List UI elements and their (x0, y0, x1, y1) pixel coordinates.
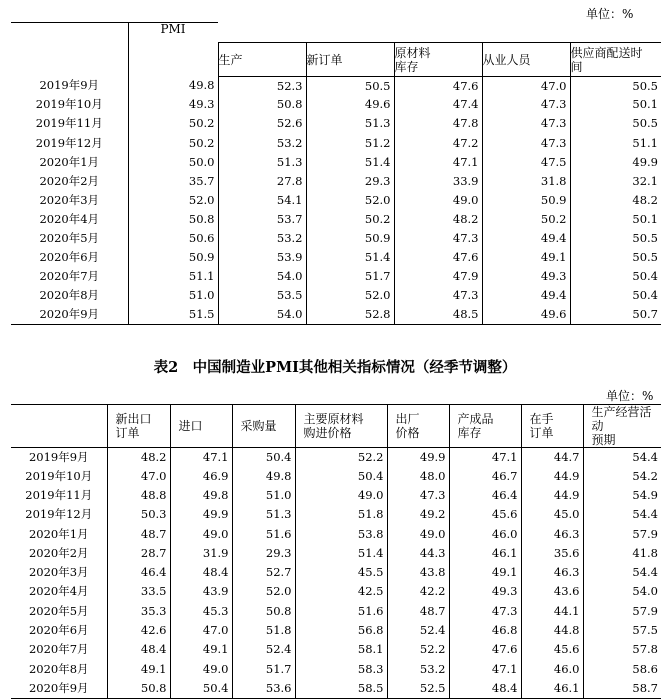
value-cell: 50.4 (170, 679, 232, 698)
value-cell: 47.3 (482, 134, 570, 153)
pmi-header: PMI (128, 23, 218, 77)
month-cell: 2020年4月 (39, 211, 100, 226)
table-row (11, 602, 661, 621)
month-cell: 2019年11月 (35, 116, 103, 131)
value-cell: 54.4 (583, 505, 661, 524)
value-cell: 47.6 (394, 77, 482, 96)
value-cell: 47.8 (394, 115, 482, 134)
value-cell: 49.0 (295, 486, 387, 505)
value-cell: 58.3 (295, 660, 387, 679)
value-cell: 51.5 (128, 306, 218, 325)
table-row (11, 229, 661, 248)
value-cell: 29.3 (306, 172, 394, 191)
value-cell: 45.5 (295, 563, 387, 582)
month-cell: 2020年9月 (11, 679, 107, 698)
table-row (11, 679, 661, 698)
value-cell: 49.8 (170, 486, 232, 505)
value-cell: 48.2 (394, 210, 482, 229)
value-cell: 48.4 (170, 563, 232, 582)
month-cell: 2020年7月 (39, 269, 100, 284)
value-cell: 49.0 (394, 191, 482, 210)
value-cell: 50.4 (295, 467, 387, 486)
value-cell: 47.3 (394, 287, 482, 306)
value-cell: 49.4 (482, 229, 570, 248)
value-cell: 47.1 (394, 153, 482, 172)
month-cell: 2020年2月 (39, 173, 100, 188)
month-cell: 2020年7月 (28, 642, 89, 657)
month-cell: 2020年2月 (28, 545, 89, 560)
value-cell: 49.9 (387, 448, 449, 467)
value-cell: 50.2 (128, 115, 218, 134)
value-cell: 50.4 (570, 267, 661, 286)
month-cell: 2020年6月 (39, 250, 100, 265)
value-cell: 58.1 (295, 640, 387, 659)
value-cell: 48.4 (449, 679, 521, 698)
value-cell: 44.3 (387, 544, 449, 563)
value-cell: 51.3 (218, 153, 306, 172)
table2-col-header: 新出口 订单 (107, 405, 170, 448)
value-cell: 48.2 (570, 191, 661, 210)
value-cell: 49.1 (449, 563, 521, 582)
value-cell: 50.4 (232, 448, 295, 467)
value-cell: 49.1 (482, 248, 570, 267)
month-cell: 2020年6月 (28, 623, 89, 638)
value-cell: 29.3 (232, 544, 295, 563)
value-cell: 44.1 (521, 602, 583, 621)
value-cell: 52.6 (218, 115, 306, 134)
value-cell: 51.6 (295, 602, 387, 621)
value-cell: 46.9 (170, 467, 232, 486)
table1-col-header: 生产 (218, 43, 306, 77)
value-cell: 50.5 (306, 77, 394, 96)
value-cell: 44.8 (521, 621, 583, 640)
table2-col-header: 出厂 价格 (387, 405, 449, 448)
value-cell: 48.7 (107, 525, 170, 544)
value-cell: 49.9 (570, 153, 661, 172)
value-cell: 47.4 (394, 96, 482, 115)
value-cell: 46.7 (449, 467, 521, 486)
value-cell: 51.8 (232, 621, 295, 640)
value-cell: 49.0 (170, 660, 232, 679)
table-row (11, 267, 661, 286)
value-cell: 50.5 (570, 77, 661, 96)
table1-col-header: 新订单 (306, 43, 394, 77)
pmi-subindex-table (11, 22, 661, 325)
month-cell: 2019年12月 (35, 135, 103, 150)
value-cell: 49.6 (306, 96, 394, 115)
value-cell: 47.1 (170, 448, 232, 467)
value-cell: 58.7 (583, 679, 661, 698)
table-row (11, 467, 661, 486)
value-cell: 58.5 (295, 679, 387, 698)
table-row (11, 172, 661, 191)
value-cell: 35.6 (521, 544, 583, 563)
value-cell: 48.4 (107, 640, 170, 659)
value-cell: 44.9 (521, 486, 583, 505)
value-cell: 57.9 (583, 525, 661, 544)
value-cell: 50.1 (570, 96, 661, 115)
value-cell: 46.4 (107, 563, 170, 582)
value-cell: 53.2 (387, 660, 449, 679)
value-cell: 52.8 (306, 306, 394, 325)
value-cell: 51.3 (306, 115, 394, 134)
value-cell: 46.3 (521, 563, 583, 582)
value-cell: 51.7 (306, 267, 394, 286)
value-cell: 49.4 (482, 287, 570, 306)
value-cell: 33.5 (107, 583, 170, 602)
value-cell: 51.0 (232, 486, 295, 505)
value-cell: 53.2 (218, 134, 306, 153)
value-cell: 52.0 (306, 287, 394, 306)
value-cell: 47.3 (387, 486, 449, 505)
value-cell: 31.8 (482, 172, 570, 191)
month-cell: 2020年5月 (28, 603, 89, 618)
value-cell: 51.0 (128, 287, 218, 306)
value-cell: 51.1 (128, 267, 218, 286)
table-row (11, 660, 661, 679)
value-cell: 50.6 (128, 229, 218, 248)
value-cell: 50.3 (107, 505, 170, 524)
value-cell: 54.2 (583, 467, 661, 486)
value-cell: 57.9 (583, 602, 661, 621)
value-cell: 57.8 (583, 640, 661, 659)
month-cell: 2019年9月 (28, 449, 89, 464)
value-cell: 42.5 (295, 583, 387, 602)
value-cell: 52.0 (232, 583, 295, 602)
value-cell: 44.7 (521, 448, 583, 467)
value-cell: 47.9 (394, 267, 482, 286)
value-cell: 48.7 (387, 602, 449, 621)
value-cell: 53.6 (232, 679, 295, 698)
value-cell: 53.8 (295, 525, 387, 544)
value-cell: 54.9 (583, 486, 661, 505)
value-cell: 49.9 (170, 505, 232, 524)
month-cell: 2019年12月 (25, 507, 93, 522)
value-cell: 52.4 (232, 640, 295, 659)
table-row (11, 77, 661, 96)
value-cell: 46.4 (449, 486, 521, 505)
table-row (11, 640, 661, 659)
value-cell: 47.6 (449, 640, 521, 659)
value-cell: 49.8 (232, 467, 295, 486)
table-row (11, 448, 661, 467)
value-cell: 53.7 (218, 210, 306, 229)
value-cell: 51.4 (306, 248, 394, 267)
value-cell: 35.7 (128, 172, 218, 191)
value-cell: 47.0 (107, 467, 170, 486)
table-row (11, 544, 661, 563)
month-header-cell (11, 23, 128, 77)
value-cell: 54.4 (583, 563, 661, 582)
value-cell: 50.4 (570, 287, 661, 306)
value-cell: 48.0 (387, 467, 449, 486)
value-cell: 52.0 (306, 191, 394, 210)
value-cell: 46.0 (449, 525, 521, 544)
month-cell: 2020年1月 (28, 526, 89, 541)
value-cell: 56.8 (295, 621, 387, 640)
value-cell: 52.0 (128, 191, 218, 210)
month-cell: 2019年9月 (39, 78, 100, 93)
value-cell: 52.3 (218, 77, 306, 96)
value-cell: 51.6 (232, 525, 295, 544)
table-row (11, 306, 661, 325)
value-cell: 46.3 (521, 525, 583, 544)
value-cell: 44.9 (521, 467, 583, 486)
value-cell: 49.3 (449, 583, 521, 602)
value-cell: 58.6 (583, 660, 661, 679)
value-cell: 51.8 (295, 505, 387, 524)
table-row (11, 621, 661, 640)
month-cell: 2019年10月 (35, 97, 103, 112)
value-cell: 53.9 (218, 248, 306, 267)
value-cell: 49.8 (128, 77, 218, 96)
value-cell: 50.5 (570, 229, 661, 248)
table2-col-header: 进口 (170, 405, 232, 448)
month-cell: 2020年5月 (39, 231, 100, 246)
value-cell: 47.3 (449, 602, 521, 621)
value-cell: 52.5 (387, 679, 449, 698)
value-cell: 33.9 (394, 172, 482, 191)
value-cell: 48.5 (394, 306, 482, 325)
value-cell: 49.0 (170, 525, 232, 544)
value-cell: 50.5 (570, 248, 661, 267)
value-cell: 54.0 (218, 306, 306, 325)
table2-col-header: 主要原材料 购进价格 (295, 405, 387, 448)
value-cell: 48.8 (107, 486, 170, 505)
table-row (11, 505, 661, 524)
value-cell: 50.2 (306, 210, 394, 229)
value-cell: 43.6 (521, 583, 583, 602)
value-cell: 50.1 (570, 210, 661, 229)
value-cell: 50.7 (570, 306, 661, 325)
table2-col-header: 在手 订单 (521, 405, 583, 448)
value-cell: 49.3 (482, 267, 570, 286)
table1-col-header: 供应商配送时 间 (570, 43, 661, 77)
month-cell: 2020年1月 (39, 154, 100, 169)
month-header-cell (11, 405, 107, 448)
table2-title: 表2 中国制造业PMI其他相关指标情况（经季节调整） (153, 359, 517, 376)
table2-col-header: 采购量 (232, 405, 295, 448)
table-row (11, 248, 661, 267)
month-cell: 2020年8月 (28, 661, 89, 676)
value-cell: 32.1 (570, 172, 661, 191)
table-row (11, 134, 661, 153)
value-cell: 47.0 (170, 621, 232, 640)
value-cell: 47.5 (482, 153, 570, 172)
value-cell: 50.9 (128, 248, 218, 267)
table-row (11, 583, 661, 602)
value-cell: 54.0 (583, 583, 661, 602)
value-cell: 46.0 (521, 660, 583, 679)
value-cell: 47.0 (482, 77, 570, 96)
value-cell: 54.4 (583, 448, 661, 467)
value-cell: 47.6 (394, 248, 482, 267)
value-cell: 51.3 (232, 505, 295, 524)
value-cell: 54.0 (218, 267, 306, 286)
value-cell: 48.2 (107, 448, 170, 467)
value-cell: 47.3 (482, 115, 570, 134)
value-cell: 35.3 (107, 602, 170, 621)
value-cell: 52.2 (295, 448, 387, 467)
value-cell: 49.6 (482, 306, 570, 325)
table-row (11, 115, 661, 134)
table2-col-header: 生产经营活动 预期 (583, 405, 661, 448)
table1-col-header: 从业人员 (482, 43, 570, 77)
value-cell: 50.9 (306, 229, 394, 248)
subindex-header-spacer (218, 23, 661, 43)
month-cell: 2020年3月 (39, 192, 100, 207)
value-cell: 47.3 (394, 229, 482, 248)
month-cell: 2020年4月 (28, 584, 89, 599)
value-cell: 51.1 (570, 134, 661, 153)
value-cell: 45.3 (170, 602, 232, 621)
value-cell: 28.7 (107, 544, 170, 563)
value-cell: 50.8 (128, 210, 218, 229)
value-cell: 49.1 (107, 660, 170, 679)
value-cell: 47.2 (394, 134, 482, 153)
month-cell: 2020年9月 (11, 306, 128, 325)
value-cell: 51.4 (306, 153, 394, 172)
value-cell: 50.2 (128, 134, 218, 153)
value-cell: 27.8 (218, 172, 306, 191)
value-cell: 45.6 (521, 640, 583, 659)
value-cell: 49.3 (128, 96, 218, 115)
table-row (11, 210, 661, 229)
value-cell: 45.0 (521, 505, 583, 524)
table-row (11, 287, 661, 306)
value-cell: 47.1 (449, 660, 521, 679)
value-cell: 50.0 (128, 153, 218, 172)
table2-col-header: 产成品 库存 (449, 405, 521, 448)
month-cell: 2019年11月 (25, 487, 93, 502)
value-cell: 41.8 (583, 544, 661, 563)
value-cell: 52.4 (387, 621, 449, 640)
value-cell: 49.1 (170, 640, 232, 659)
value-cell: 49.0 (387, 525, 449, 544)
value-cell: 46.1 (449, 544, 521, 563)
value-cell: 49.2 (387, 505, 449, 524)
value-cell: 51.2 (306, 134, 394, 153)
month-cell: 2020年3月 (28, 565, 89, 580)
value-cell: 42.2 (387, 583, 449, 602)
month-cell: 2019年10月 (25, 468, 93, 483)
value-cell: 52.2 (387, 640, 449, 659)
value-cell: 53.2 (218, 229, 306, 248)
value-cell: 54.1 (218, 191, 306, 210)
value-cell: 47.1 (449, 448, 521, 467)
value-cell: 50.8 (107, 679, 170, 698)
value-cell: 43.8 (387, 563, 449, 582)
value-cell: 46.1 (521, 679, 583, 698)
table-row (11, 191, 661, 210)
value-cell: 57.5 (583, 621, 661, 640)
table1-col-header: 原材料 库存 (394, 43, 482, 77)
value-cell: 46.8 (449, 621, 521, 640)
table-row (11, 563, 661, 582)
value-cell: 51.4 (295, 544, 387, 563)
table2-unit-label: 单位：% (606, 389, 654, 403)
value-cell: 42.6 (107, 621, 170, 640)
table-row (11, 525, 661, 544)
month-cell: 2020年8月 (39, 288, 100, 303)
pmi-other-indicators-table (11, 404, 661, 699)
value-cell: 45.6 (449, 505, 521, 524)
value-cell: 53.5 (218, 287, 306, 306)
value-cell: 50.9 (482, 191, 570, 210)
value-cell: 43.9 (170, 583, 232, 602)
value-cell: 50.8 (218, 96, 306, 115)
table-row (11, 486, 661, 505)
value-cell: 50.5 (570, 115, 661, 134)
table-row (11, 153, 661, 172)
value-cell: 52.7 (232, 563, 295, 582)
value-cell: 50.8 (232, 602, 295, 621)
table-row (11, 96, 661, 115)
table1-unit-label: 单位：% (586, 7, 634, 21)
value-cell: 50.2 (482, 210, 570, 229)
value-cell: 47.3 (482, 96, 570, 115)
value-cell: 31.9 (170, 544, 232, 563)
value-cell: 51.7 (232, 660, 295, 679)
